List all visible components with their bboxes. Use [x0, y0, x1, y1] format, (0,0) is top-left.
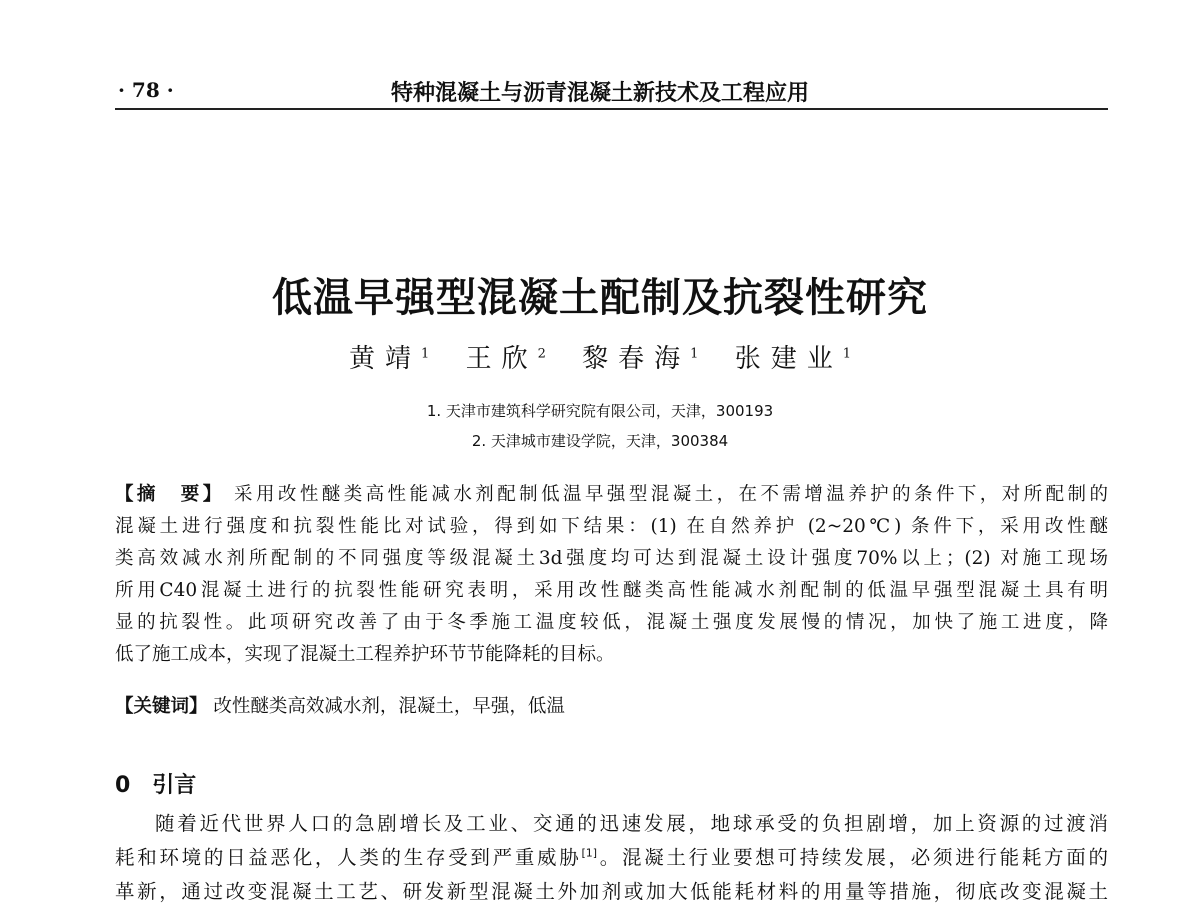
abstract-line: 低了施工成本，实现了混凝土工程养护环节节能降耗的目标。 — [115, 644, 615, 665]
abstract-line: 类高效减水剂所配制的不同强度等级混凝土3d强度均可达到混凝土设计强度70%以上；(2) 对施工现场 — [115, 548, 1108, 569]
running-title: 特种混凝土与沥青混凝土新技术及工程应用 — [390, 81, 809, 106]
abstract-line: 所用C40混凝土进行的抗裂性能研究表明，采用改性醚类高性能减水剂配制的低温早强型混凝土具有明 — [115, 580, 1108, 601]
body-line: 革新，通过改变混凝土工艺、研发新型混凝土外加剂或加大低能耗材料的用量等措施，彻底改变混凝土 — [115, 880, 1108, 903]
keywords-label: 【关键词】 — [115, 696, 208, 717]
article-title: 低温早强型混凝土配制及抗裂性研究 — [272, 274, 928, 321]
abstract-label: 【摘 要】 — [115, 484, 225, 505]
body-line: 随着近代世界人口的急剧增长及工业、交通的迅速发展，地球承受的负担剧增，加上资源的过渡消 — [155, 812, 1108, 835]
citation: [1] — [581, 846, 598, 860]
author: 张建业$^1$ — [734, 344, 851, 374]
abstract-line: 混凝土进行强度和抗裂性能比对试验，得到如下结果：(1) 在自然养护 (2~20℃) 条件下，采用改性醚 — [115, 516, 1108, 537]
section-heading: 0 引言 — [115, 773, 197, 798]
abstract-line: 显的抗裂性。此项研究改善了由于冬季施工温度较低，混凝土强度发展慢的情况，加快了施工进度，降 — [115, 612, 1108, 633]
affiliation: 1. 天津市建筑科学研究院有限公司，天津，300193 — [426, 402, 774, 420]
author: 黎春海$^1$ — [582, 344, 699, 374]
affiliation: 2. 天津城市建设学院，天津，300384 — [471, 432, 729, 450]
author: 王欣$^2$ — [465, 344, 546, 374]
header-rule — [115, 108, 1108, 110]
body-line: 耗和环境的日益恶化，人类的生存受到严重威胁[1]。混凝土行业要想可持续发展，必须进行能耗方面的 — [115, 846, 1108, 869]
author: 黄靖$^1$ — [349, 344, 430, 374]
keywords: 【关键词】 改性醚类高效减水剂，混凝土，早强，低温 — [115, 696, 565, 717]
abstract-line: 【摘 要】 采用改性醚类高性能减水剂配制低温早强型混凝土，在不需增温养护的条件下，对所配制的 — [115, 484, 1108, 505]
author-list — [0, 338, 1200, 375]
page-number: · 78 · — [118, 78, 174, 102]
